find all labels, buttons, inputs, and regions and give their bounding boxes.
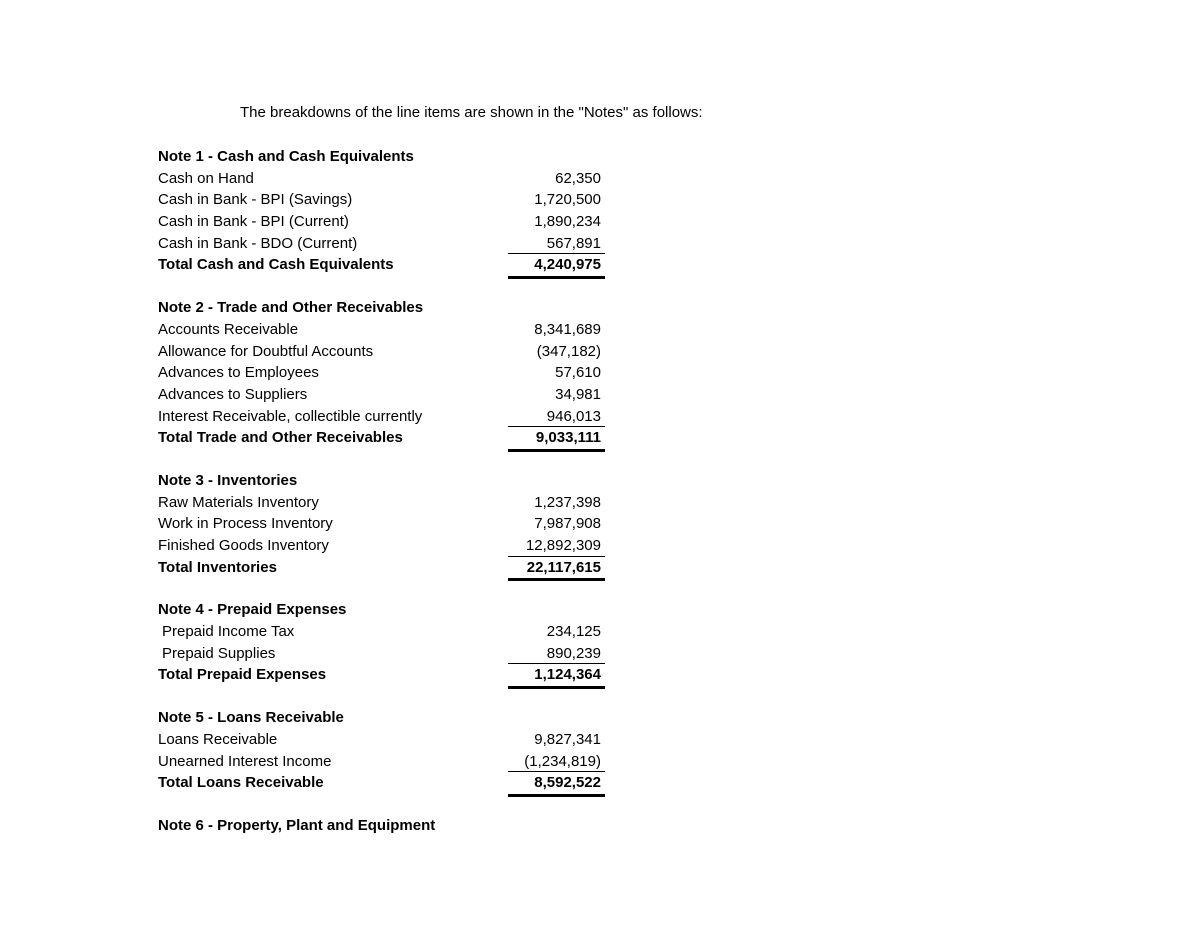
note-heading-text: Note 4 - Prepaid Expenses xyxy=(158,601,347,619)
note-heading-text: Note 3 - Inventories xyxy=(158,471,298,489)
line-item-label: Cash in Bank - BDO (Current) xyxy=(158,234,358,252)
total-label: Total Trade and Other Receivables xyxy=(158,429,403,447)
note-heading xyxy=(158,470,608,492)
line-item-label: Raw Materials Inventory xyxy=(158,493,319,511)
line-item-amount: 1,237,398 xyxy=(534,493,601,511)
line-item-label: Work in Process Inventory xyxy=(158,515,333,533)
line-item xyxy=(158,384,608,406)
line-item xyxy=(158,168,608,190)
total-label: Total Cash and Cash Equivalents xyxy=(158,256,394,274)
notes-list xyxy=(158,146,608,858)
total-amount: 8,592,522 xyxy=(534,774,601,792)
line-item-label: Unearned Interest Income xyxy=(158,752,332,770)
note-heading xyxy=(158,599,608,621)
line-item-amount: 12,892,309 xyxy=(525,537,601,554)
total-row xyxy=(158,427,608,449)
line-item xyxy=(158,211,608,233)
note-ppe xyxy=(158,815,608,837)
note-loans xyxy=(158,707,608,794)
line-item-label: Finished Goods Inventory xyxy=(158,537,329,554)
line-item-label: Prepaid Supplies xyxy=(162,644,276,662)
line-item-amount: 567,891 xyxy=(546,234,601,252)
note-prepaid xyxy=(158,599,608,686)
intro-text: The breakdowns of the line items are shown in the "Notes" as follows: xyxy=(240,104,703,121)
line-item-amount: 890,239 xyxy=(546,644,601,662)
line-item-label: Cash on Hand xyxy=(158,169,254,187)
line-item xyxy=(158,621,608,643)
note-heading-text: Note 5 - Loans Receivable xyxy=(158,709,344,727)
line-item-amount: 9,827,341 xyxy=(534,730,601,748)
total-row xyxy=(158,664,608,686)
line-item xyxy=(158,189,608,211)
line-item-label: Interest Receivable, collectible currently xyxy=(158,407,423,425)
total-row xyxy=(158,772,608,794)
note-cash xyxy=(158,146,608,276)
note-receivables xyxy=(158,297,608,449)
double-underline xyxy=(508,686,605,689)
line-item-amount: 1,720,500 xyxy=(534,191,601,209)
line-item-amount: 234,125 xyxy=(546,623,601,641)
line-item-amount: 946,013 xyxy=(546,407,601,425)
total-amount: 9,033,111 xyxy=(535,429,601,447)
line-item xyxy=(158,341,608,363)
line-item-label: Cash in Bank - BPI (Current) xyxy=(158,213,349,231)
line-item xyxy=(158,233,608,255)
line-item-amount: 62,350 xyxy=(555,169,601,187)
total-label: Total Inventories xyxy=(158,558,277,576)
line-item-label: Advances to Suppliers xyxy=(158,385,308,403)
note-heading xyxy=(158,297,608,319)
line-item-amount: 1,890,234 xyxy=(534,213,601,231)
line-item-label: Prepaid Income Tax xyxy=(162,623,295,641)
line-item-amount: 57,610 xyxy=(555,364,601,382)
line-item-label: Advances to Employees xyxy=(158,364,319,382)
line-item xyxy=(158,492,608,514)
line-item xyxy=(158,319,608,341)
line-item xyxy=(158,729,608,751)
total-label: Total Loans Receivable xyxy=(158,774,324,792)
line-item-label: Cash in Bank - BPI (Savings) xyxy=(158,191,353,209)
line-item-amount: (1,234,819) xyxy=(524,752,601,770)
line-item xyxy=(158,513,608,535)
line-item xyxy=(158,362,608,384)
total-row xyxy=(158,254,608,276)
line-item-amount: 7,987,908 xyxy=(534,515,601,533)
total-label: Total Prepaid Expenses xyxy=(158,666,327,684)
line-item-label: Accounts Receivable xyxy=(158,320,299,338)
double-underline xyxy=(508,276,605,279)
total-row xyxy=(158,557,608,579)
double-underline xyxy=(508,578,605,581)
note-heading xyxy=(158,815,608,837)
note-heading-text: Note 6 - Property, Plant and Equipment xyxy=(158,816,436,834)
note-heading xyxy=(158,146,608,168)
double-underline xyxy=(508,794,605,797)
double-underline xyxy=(508,449,605,452)
line-item-amount: 34,981 xyxy=(555,385,601,403)
line-item xyxy=(158,535,608,557)
note-heading-text: Note 1 - Cash and Cash Equivalents xyxy=(158,148,414,165)
total-amount: 22,117,615 xyxy=(526,558,601,576)
line-item-label: Loans Receivable xyxy=(158,730,278,748)
line-item xyxy=(158,406,608,428)
note-heading-text: Note 2 - Trade and Other Receivables xyxy=(158,299,424,317)
total-amount: 1,124,364 xyxy=(534,666,601,684)
total-amount: 4,240,975 xyxy=(534,256,601,274)
line-item-label: Allowance for Doubtful Accounts xyxy=(158,342,374,360)
line-item xyxy=(158,643,608,665)
line-item xyxy=(158,751,608,773)
line-item-amount: 8,341,689 xyxy=(534,320,601,338)
note-heading xyxy=(158,707,608,729)
note-inventories xyxy=(158,470,608,578)
line-item-amount: (347,182) xyxy=(536,342,601,360)
